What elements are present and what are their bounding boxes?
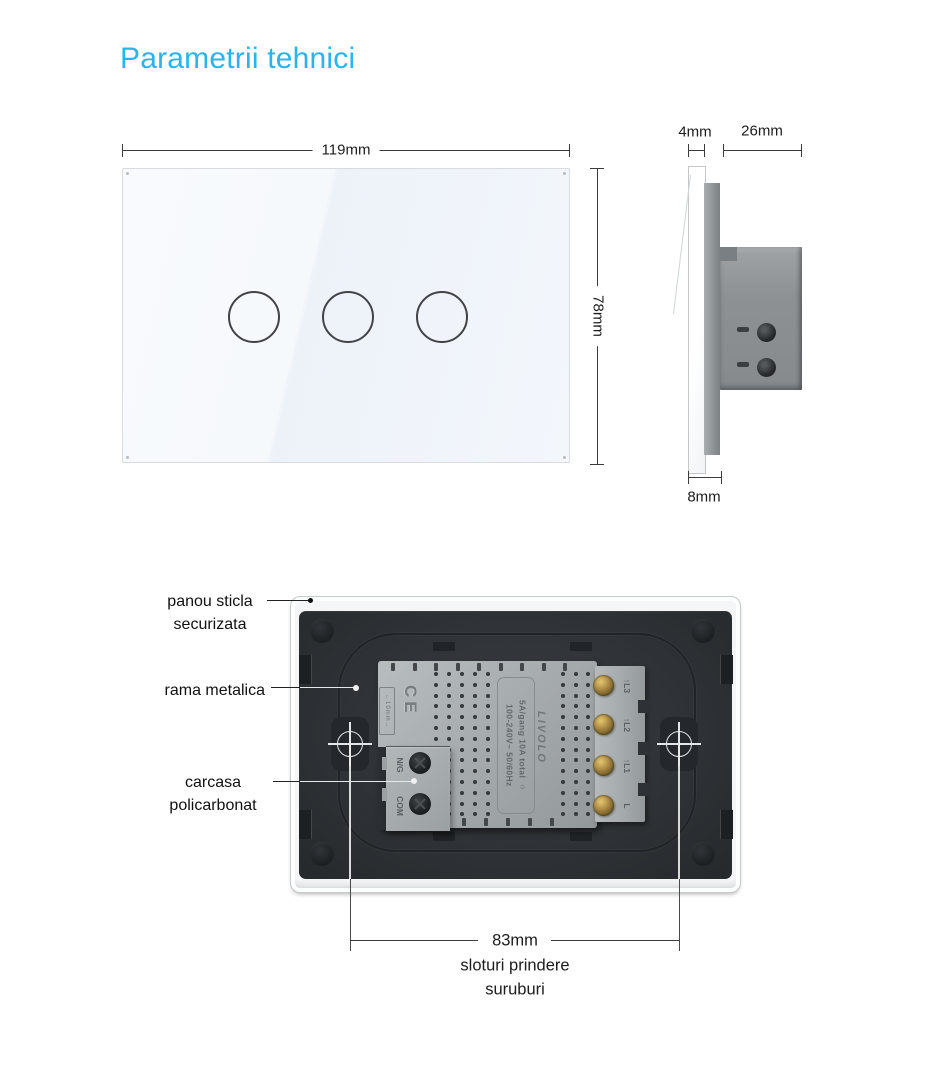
ratings-voltage: 100-240V~ 50/60Hz bbox=[504, 704, 515, 787]
dot-mark bbox=[561, 704, 565, 708]
terminal-screw-com bbox=[409, 793, 431, 815]
frame-tab bbox=[570, 832, 592, 841]
dot-mark bbox=[460, 769, 464, 773]
dot-mark bbox=[473, 737, 477, 741]
side-depth-dim-line bbox=[723, 150, 802, 151]
vent-mark bbox=[542, 663, 546, 671]
dot-mark bbox=[447, 726, 451, 730]
dot-mark bbox=[486, 812, 490, 816]
dot-mark bbox=[561, 758, 565, 762]
dot-mark bbox=[434, 694, 438, 698]
leader-case-dot bbox=[411, 778, 417, 784]
vent-mark bbox=[520, 663, 524, 671]
block-tab bbox=[382, 757, 387, 770]
mechanism-notch bbox=[720, 247, 737, 261]
terminal-label-ng: N/G bbox=[395, 757, 405, 773]
frame-tab bbox=[433, 832, 455, 841]
dot-mark bbox=[473, 758, 477, 762]
dot-mark bbox=[561, 748, 565, 752]
terminal-hole bbox=[757, 358, 776, 377]
back-view-metal-frame bbox=[299, 611, 732, 879]
dot-mark bbox=[460, 802, 464, 806]
dot-mark bbox=[460, 737, 464, 741]
corner-screw bbox=[310, 842, 334, 866]
dot-mark bbox=[473, 694, 477, 698]
dot-mark bbox=[561, 683, 565, 687]
dot-mark bbox=[473, 769, 477, 773]
dim-tick bbox=[590, 464, 604, 465]
front-height-dim-label: 78mm bbox=[590, 286, 607, 346]
ratings-current: 5A/gang 10A total ☼ bbox=[517, 699, 528, 792]
panel-corner-dot bbox=[563, 172, 566, 175]
panel-corner-dot bbox=[126, 456, 129, 459]
dot-mark bbox=[460, 726, 464, 730]
dot-mark bbox=[473, 812, 477, 816]
dot-mark bbox=[460, 683, 464, 687]
mounting-caption-line1: sloturi prindere bbox=[460, 956, 570, 975]
panel-corner-dot bbox=[126, 172, 129, 175]
touch-button-1 bbox=[228, 291, 280, 343]
dot-mark bbox=[486, 672, 490, 676]
dot-mark bbox=[473, 715, 477, 719]
dot-mark bbox=[486, 791, 490, 795]
dot-mark bbox=[586, 769, 590, 773]
side-glass-dim-line bbox=[688, 150, 705, 151]
mounting-caption-line2: suruburi bbox=[485, 980, 545, 999]
dot-mark bbox=[486, 780, 490, 784]
dot-mark bbox=[574, 683, 578, 687]
frame-clip bbox=[299, 810, 312, 839]
dot-mark bbox=[574, 791, 578, 795]
mounting-dim-label: 83mm bbox=[492, 931, 538, 950]
dim-tick bbox=[704, 144, 705, 157]
dot-mark bbox=[486, 802, 490, 806]
dot-mark bbox=[586, 726, 590, 730]
dim-tick bbox=[590, 168, 604, 169]
dot-mark bbox=[434, 726, 438, 730]
glass-glare bbox=[673, 175, 691, 314]
dot-mark bbox=[561, 694, 565, 698]
dot-mark bbox=[586, 683, 590, 687]
dot-mark bbox=[561, 802, 565, 806]
dot-mark bbox=[486, 758, 490, 762]
dot-mark bbox=[561, 812, 565, 816]
dim-tick bbox=[122, 144, 123, 157]
front-width-dim-label: 119mm bbox=[313, 142, 380, 159]
touch-button-3 bbox=[416, 291, 468, 343]
vent-mark bbox=[434, 663, 438, 671]
panel-corner-dot bbox=[563, 456, 566, 459]
vent-mark bbox=[413, 663, 417, 671]
module-strip-label bbox=[379, 687, 395, 735]
side-depth-dim-label: 26mm bbox=[741, 122, 783, 140]
dot-mark bbox=[486, 704, 490, 708]
dot-mark bbox=[473, 791, 477, 795]
dot-mark bbox=[561, 737, 565, 741]
dot-mark bbox=[574, 737, 578, 741]
mounting-dim-line bbox=[551, 940, 679, 941]
dot-mark bbox=[447, 694, 451, 698]
frame-tab bbox=[433, 642, 455, 651]
dot-mark bbox=[460, 812, 464, 816]
terminal-slot bbox=[737, 327, 749, 332]
vent-mark bbox=[563, 663, 567, 671]
dot-mark bbox=[447, 715, 451, 719]
dot-mark bbox=[586, 715, 590, 719]
dim-tick bbox=[723, 144, 724, 157]
corner-screw bbox=[691, 842, 715, 866]
dot-mark bbox=[486, 737, 490, 741]
vent-mark bbox=[484, 818, 488, 826]
dot-mark bbox=[561, 672, 565, 676]
dot-mark bbox=[460, 694, 464, 698]
dot-mark bbox=[574, 780, 578, 784]
terminal-label-l2: ↑L2 bbox=[622, 717, 632, 733]
dot-mark bbox=[460, 758, 464, 762]
dot-mark bbox=[586, 704, 590, 708]
leader-glass bbox=[267, 600, 309, 601]
ratings-plate bbox=[497, 677, 535, 814]
side-glass-dim-label: 4mm bbox=[678, 123, 712, 141]
dot-mark bbox=[574, 694, 578, 698]
dot-mark bbox=[486, 683, 490, 687]
terminal-screw-ng bbox=[409, 752, 431, 774]
dot-mark bbox=[434, 715, 438, 719]
dot-mark bbox=[574, 758, 578, 762]
metal-frame-side bbox=[704, 183, 720, 455]
block-notch bbox=[638, 700, 650, 713]
dot-mark bbox=[447, 704, 451, 708]
dot-mark bbox=[447, 672, 451, 676]
brand-logo: LIVOLO bbox=[535, 711, 547, 764]
dot-mark bbox=[574, 748, 578, 752]
vent-mark bbox=[528, 818, 532, 826]
frame-clip bbox=[720, 655, 733, 684]
dot-mark bbox=[473, 802, 477, 806]
dot-mark bbox=[460, 748, 464, 752]
dot-mark bbox=[486, 694, 490, 698]
dot-mark bbox=[460, 672, 464, 676]
dot-mark bbox=[447, 737, 451, 741]
dot-mark bbox=[586, 758, 590, 762]
terminal-label-l3: ↑L3 bbox=[622, 678, 632, 694]
dot-mark bbox=[460, 791, 464, 795]
block-notch bbox=[638, 742, 650, 755]
annotation-glass-line1: panou sticla bbox=[167, 593, 253, 610]
dot-mark bbox=[574, 726, 578, 730]
terminal-label-l1: ↑L1 bbox=[622, 758, 632, 774]
dot-mark bbox=[486, 726, 490, 730]
dot-mark bbox=[460, 780, 464, 784]
dot-mark bbox=[574, 672, 578, 676]
vent-mark bbox=[499, 663, 503, 671]
dot-mark bbox=[561, 780, 565, 784]
annotation-glass-line2: securizata bbox=[173, 616, 247, 633]
side-frame-dim-label: 8mm bbox=[687, 488, 721, 506]
dim-tick bbox=[569, 144, 570, 157]
mounting-line-left bbox=[349, 744, 351, 879]
dim-tick bbox=[801, 144, 802, 157]
annotation-case bbox=[169, 771, 256, 817]
block-notch bbox=[638, 783, 650, 796]
dot-mark bbox=[473, 780, 477, 784]
dot-mark bbox=[473, 672, 477, 676]
dot-mark bbox=[434, 683, 438, 687]
terminal-screw-l bbox=[593, 795, 614, 816]
dot-mark bbox=[434, 737, 438, 741]
vent-mark bbox=[477, 663, 481, 671]
touch-button-2 bbox=[322, 291, 374, 343]
annotation-glass bbox=[167, 590, 252, 636]
block-tab bbox=[382, 788, 387, 801]
vent-mark bbox=[456, 663, 460, 671]
vent-mark bbox=[391, 663, 395, 671]
corner-screw bbox=[310, 619, 334, 643]
dot-mark bbox=[486, 748, 490, 752]
leader-frame-outer bbox=[271, 687, 300, 688]
terminal-screw-l2 bbox=[593, 714, 614, 735]
dot-mark bbox=[586, 802, 590, 806]
dot-mark bbox=[574, 715, 578, 719]
dot-mark bbox=[586, 672, 590, 676]
frame-tab bbox=[570, 642, 592, 651]
switch-mechanism-side bbox=[720, 247, 802, 390]
dot-mark bbox=[561, 769, 565, 773]
dot-mark bbox=[561, 791, 565, 795]
terminal-label-l: L bbox=[622, 803, 632, 809]
dot-mark bbox=[561, 715, 565, 719]
dot-mark bbox=[434, 704, 438, 708]
dot-mark bbox=[586, 791, 590, 795]
dot-mark bbox=[574, 812, 578, 816]
dot-mark bbox=[486, 769, 490, 773]
dot-mark bbox=[460, 715, 464, 719]
annotation-metal-frame: rama metalica bbox=[164, 682, 265, 699]
terminal-label-com: COM bbox=[395, 796, 405, 816]
strip-label-text: ←10mm→ bbox=[384, 693, 390, 729]
dot-mark bbox=[586, 737, 590, 741]
dot-mark bbox=[586, 694, 590, 698]
terminal-hole bbox=[757, 323, 776, 342]
mounting-line-right bbox=[678, 744, 680, 879]
vent-mark bbox=[550, 818, 554, 826]
leader-case-outer bbox=[273, 781, 300, 782]
leader-frame-dot bbox=[353, 685, 359, 691]
dot-mark bbox=[486, 715, 490, 719]
ce-mark: CE bbox=[401, 685, 420, 717]
dot-mark bbox=[473, 683, 477, 687]
leader-frame-inner bbox=[300, 687, 356, 688]
dot-mark bbox=[574, 802, 578, 806]
dot-mark bbox=[447, 683, 451, 687]
dot-mark bbox=[460, 704, 464, 708]
frame-clip bbox=[299, 655, 312, 684]
leader-case-inner bbox=[300, 781, 413, 782]
annotation-case-line1: carcasa bbox=[184, 774, 242, 791]
vent-mark bbox=[506, 818, 510, 826]
dot-mark bbox=[561, 726, 565, 730]
side-frame-dim-line bbox=[688, 477, 722, 478]
dot-mark bbox=[586, 780, 590, 784]
dot-mark bbox=[473, 704, 477, 708]
corner-screw bbox=[691, 619, 715, 643]
leader-glass-dot bbox=[308, 598, 313, 603]
dot-mark bbox=[434, 672, 438, 676]
annotation-case-line2: policarbonat bbox=[169, 797, 257, 814]
vent-mark bbox=[462, 818, 466, 826]
dot-mark bbox=[574, 769, 578, 773]
terminal-screw-l1 bbox=[593, 755, 614, 776]
frame-clip bbox=[720, 810, 733, 839]
dot-mark bbox=[586, 748, 590, 752]
dot-mark bbox=[586, 812, 590, 816]
dim-tick bbox=[688, 144, 689, 157]
dot-mark bbox=[574, 704, 578, 708]
page-title: Parametrii tehnici bbox=[120, 42, 356, 75]
mounting-dim-line bbox=[350, 940, 478, 941]
terminal-screw-l3 bbox=[593, 675, 614, 696]
dot-mark bbox=[473, 726, 477, 730]
terminal-slot bbox=[737, 362, 749, 367]
dot-mark bbox=[473, 748, 477, 752]
glass-panel-front bbox=[122, 168, 570, 463]
